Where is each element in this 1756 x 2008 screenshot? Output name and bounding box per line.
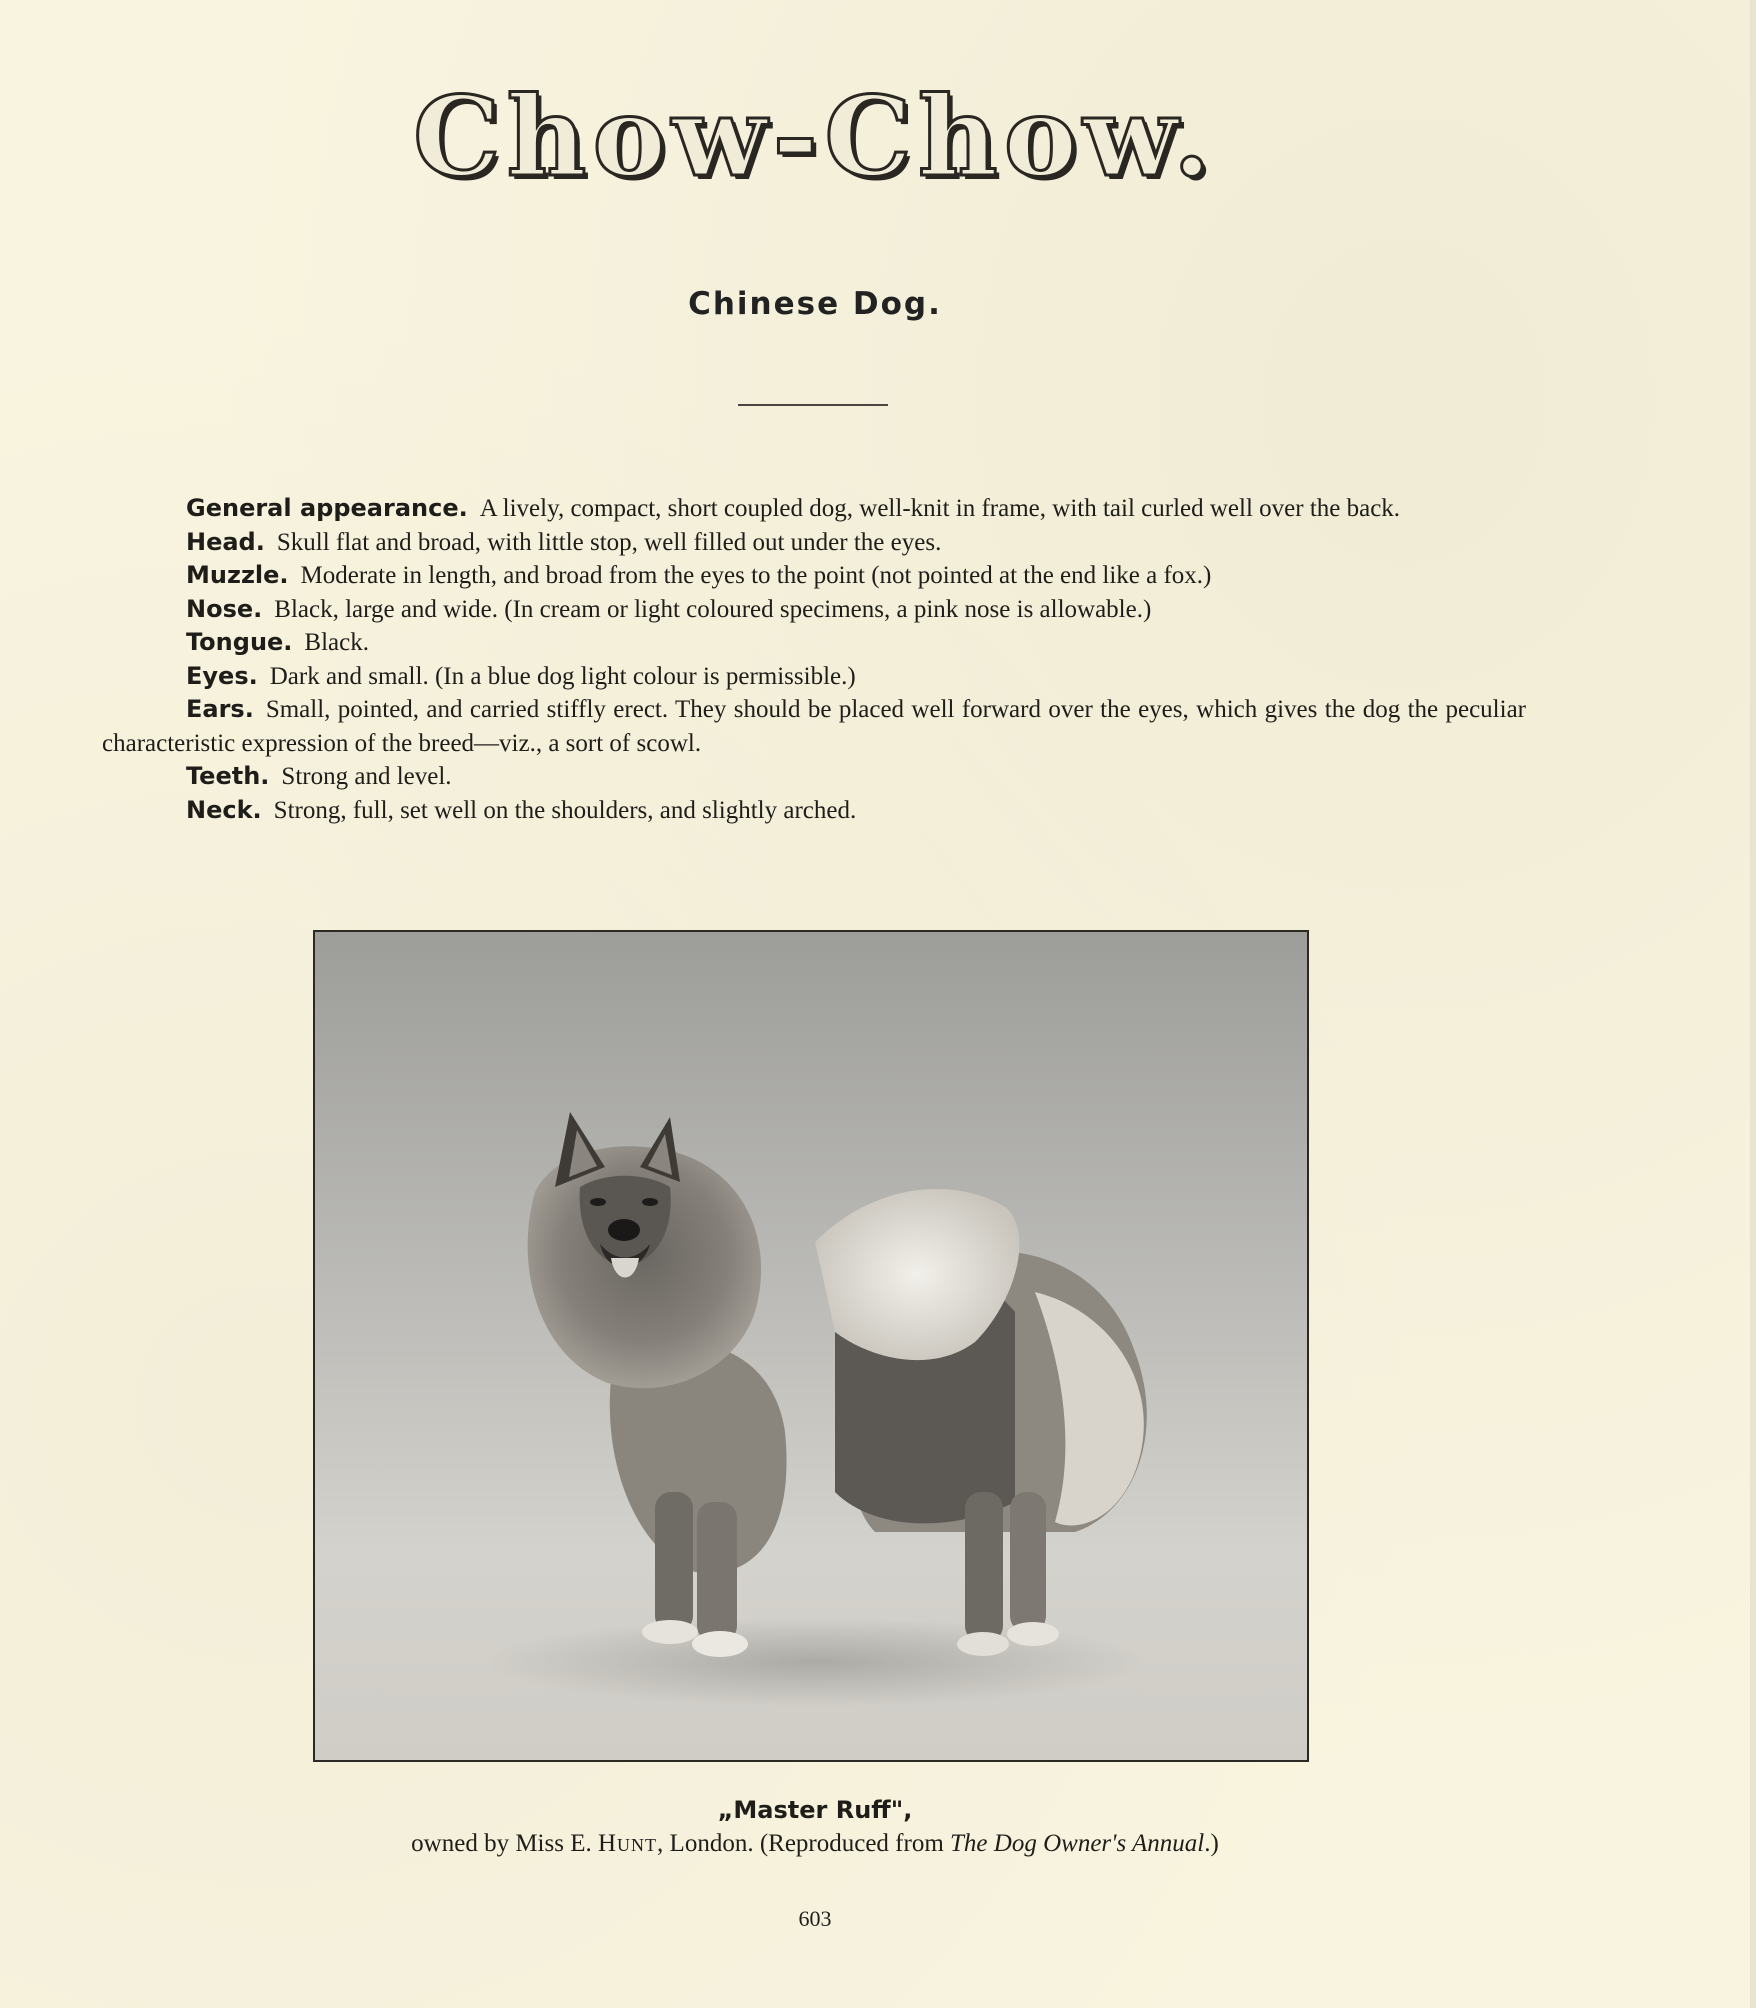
standard-point	[102, 492, 1526, 526]
standard-point	[102, 660, 1526, 694]
point-term: Tongue.	[186, 628, 293, 656]
standard-point	[102, 559, 1526, 593]
standard-point	[102, 693, 1526, 760]
standard-point	[102, 626, 1526, 660]
caption-source-title: The Dog Owner's Annual	[950, 1830, 1205, 1857]
caption-owned-prefix: owned by Miss E.	[411, 1830, 592, 1857]
standard-point	[102, 760, 1526, 794]
point-term: Muzzle.	[186, 561, 289, 589]
point-term: Nose.	[186, 594, 263, 623]
caption-location: , London. (Reproduced from	[657, 1830, 944, 1857]
point-text: A lively, compact, short coupled dog, well-knit in frame, with tail curled well over the back.	[479, 495, 1401, 522]
caption-owner-surname: Hunt	[597, 1830, 658, 1857]
breed-standard	[102, 492, 1526, 827]
page-number: 603	[798, 1906, 832, 1931]
point-text: Moderate in length, and broad from the eyes to the point (not pointed at the end like a fox.)	[300, 562, 1212, 589]
point-term: General appearance.	[186, 494, 468, 522]
point-text: Black, large and wide. (In cream or light coloured specimens, a pink nose is allowable.)	[274, 595, 1152, 623]
point-term: Head.	[186, 527, 265, 556]
standard-point	[102, 526, 1526, 560]
photo-caption-title: „Master Ruff",	[717, 1796, 913, 1824]
photo-caption-credit	[0, 1830, 1630, 1858]
point-text: Strong and level.	[281, 763, 452, 790]
point-term: Eyes.	[186, 661, 258, 690]
point-text: Black.	[304, 629, 369, 656]
standard-point	[102, 794, 1526, 828]
page-subtitle: Chinese Dog.	[688, 286, 942, 322]
page-edge	[1750, 0, 1756, 2008]
point-term: Neck.	[186, 795, 262, 824]
point-text: Dark and small. (In a blue dog light colour is permissible.)	[269, 662, 856, 690]
point-text: Small, pointed, and carried stiffly erect. They should be placed well forward over the eyes, which gives the dog the peculiar characteristic expression of the breed—viz., a sort of scowl.	[102, 696, 1526, 757]
standard-point	[102, 593, 1526, 627]
point-term: Ears.	[186, 695, 254, 723]
point-text: Strong, full, set well on the shoulders, and slightly arched.	[273, 796, 857, 824]
title-divider	[738, 404, 888, 406]
caption-closing: .)	[1204, 1830, 1219, 1857]
point-term: Teeth.	[186, 762, 270, 790]
dog-photograph	[313, 930, 1309, 1762]
page-title: Chow-Chow.	[412, 72, 1218, 201]
point-text: Skull flat and broad, with little stop, well filled out under the eyes.	[276, 528, 942, 556]
